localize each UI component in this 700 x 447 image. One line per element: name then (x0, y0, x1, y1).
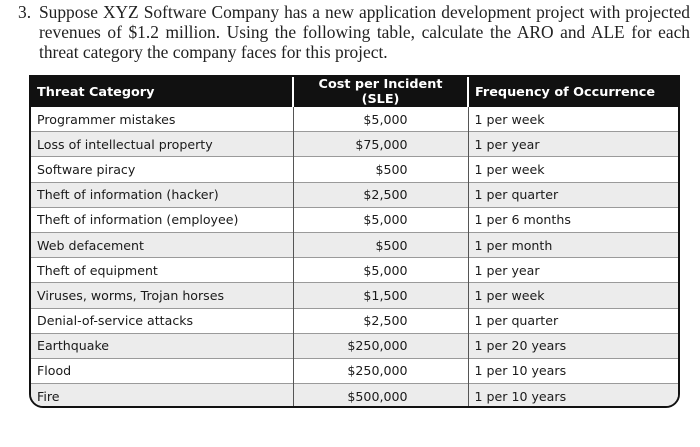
cost-cell: $500 (293, 157, 468, 182)
threat-category-cell: Theft of information (hacker) (31, 182, 293, 207)
table-row (31, 132, 678, 157)
cost-cell: $75,000 (293, 132, 468, 157)
frequency-cell: 1 per month (468, 232, 678, 257)
frequency-cell: 1 per year (468, 258, 678, 283)
table-row (31, 358, 678, 383)
table-row (31, 232, 678, 257)
threat-category-cell: Theft of information (employee) (31, 207, 293, 232)
frequency-cell: 1 per 6 months (468, 207, 678, 232)
threat-category-cell: Loss of intellectual property (31, 132, 293, 157)
threat-category-cell: Programmer mistakes (31, 107, 293, 132)
frequency-cell: 1 per 10 years (468, 384, 678, 408)
table-row (31, 207, 678, 232)
table-row (31, 107, 678, 132)
frequency-cell: 1 per 10 years (468, 358, 678, 383)
frequency-cell: 1 per 20 years (468, 333, 678, 358)
threat-category-cell: Fire (31, 384, 293, 408)
threat-table-container (29, 75, 680, 408)
cost-cell: $5,000 (293, 258, 468, 283)
table-row (31, 384, 678, 408)
threat-table (31, 77, 678, 408)
table-row (31, 182, 678, 207)
threat-category-cell: Earthquake (31, 333, 293, 358)
header-cost-per-incident: Cost per Incident (SLE) (293, 77, 468, 107)
threat-category-cell: Viruses, worms, Trojan horses (31, 283, 293, 308)
cost-cell: $250,000 (293, 358, 468, 383)
header-threat-category: Threat Category (31, 77, 293, 107)
table-row (31, 308, 678, 333)
question-text: Suppose XYZ Software Company has a new application development project with projected revenues of $1.2 million. Using the following table, calculate the ARO and ALE for each threat category the company faces for this project. (39, 2, 690, 62)
question-number: 3. (18, 2, 32, 22)
table-row (31, 333, 678, 358)
header-frequency: Frequency of Occurrence (468, 77, 678, 107)
frequency-cell: 1 per year (468, 132, 678, 157)
frequency-cell: 1 per week (468, 283, 678, 308)
cost-cell: $2,500 (293, 182, 468, 207)
cost-cell: $1,500 (293, 283, 468, 308)
question-block (18, 2, 690, 62)
table-row (31, 283, 678, 308)
table-row (31, 157, 678, 182)
table-header-row (31, 77, 678, 107)
frequency-cell: 1 per week (474, 111, 545, 127)
frequency-cell: 1 per week (468, 157, 678, 182)
threat-category-cell: Flood (31, 358, 293, 383)
table-row (31, 258, 678, 283)
cost-cell: $250,000 (293, 333, 468, 358)
cost-cell: $5,000 (293, 107, 468, 132)
cost-cell: $2,500 (293, 308, 468, 333)
cost-cell: $5,000 (293, 207, 468, 232)
threat-category-cell: Theft of equipment (31, 258, 293, 283)
threat-category-cell: Web defacement (31, 232, 293, 257)
frequency-cell: 1 per quarter (468, 182, 678, 207)
frequency-cell: 1 per quarter (468, 308, 678, 333)
threat-category-cell: Software piracy (31, 157, 293, 182)
threat-category-cell: Denial-of-service attacks (31, 308, 293, 333)
cost-cell: $500,000 (293, 384, 468, 408)
cost-cell: $500 (293, 232, 468, 257)
